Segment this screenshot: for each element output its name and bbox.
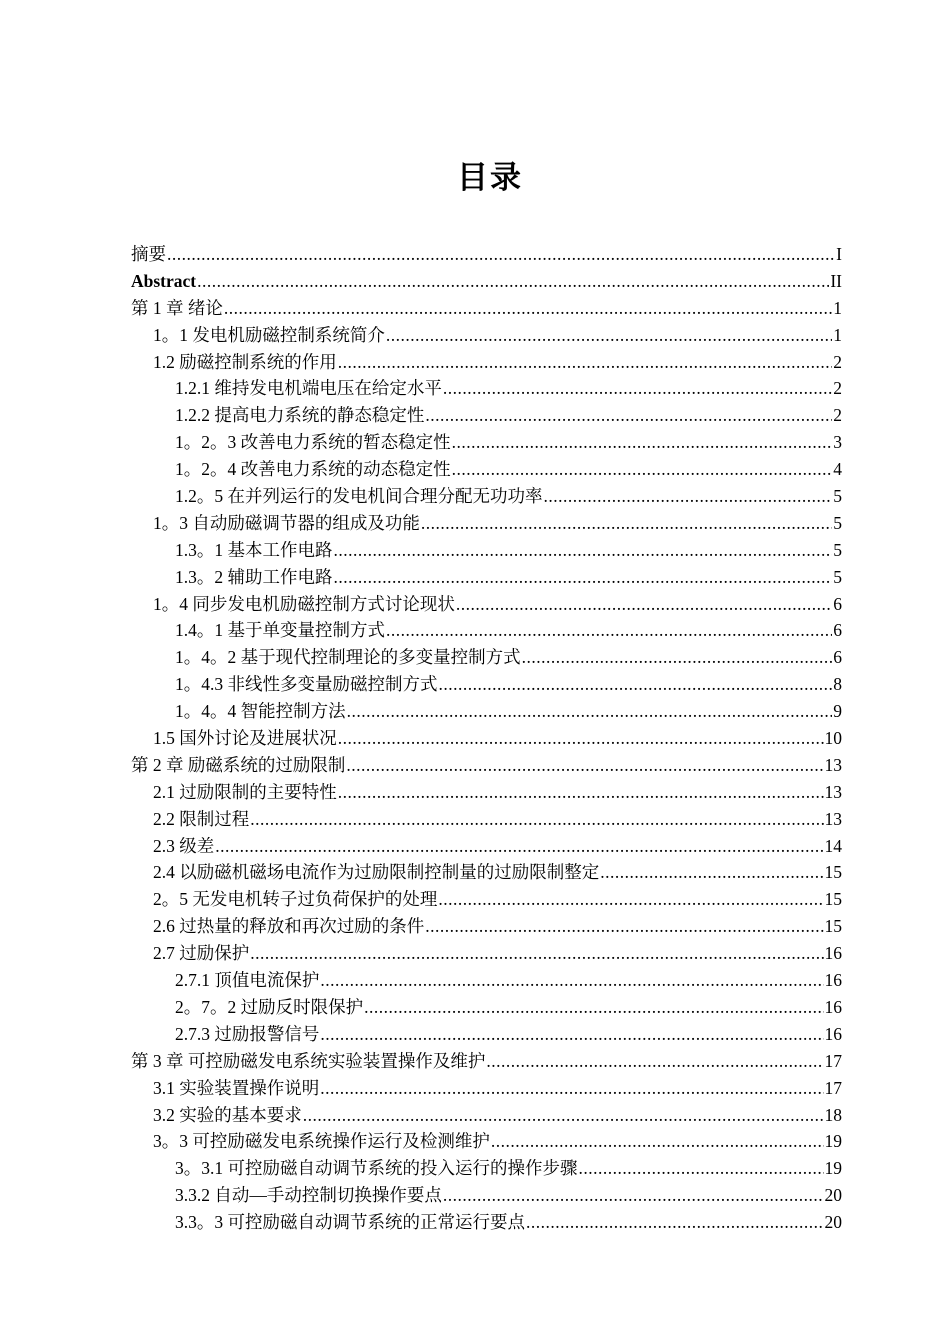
toc-leader-dots [338,349,833,376]
toc-leader-dots [250,806,823,833]
toc-leader-dots [526,1209,824,1236]
toc-entry-label: 3.3.2 自动—手动控制切换操作要点 [175,1185,442,1206]
toc-leader-dots [456,591,832,618]
toc-entry[interactable] [131,1021,842,1048]
toc-entry-label: 3.2 实验的基本要求 [153,1104,302,1125]
toc-entry[interactable] [131,402,842,429]
toc-entry-label: 1。2。3 改善电力系统的暂态稳定性 [175,432,451,453]
toc-entry[interactable] [131,1182,842,1209]
toc-entry[interactable] [131,1128,842,1155]
toc-entry-page: 5 [833,512,842,533]
toc-entry-label: 2。7。2 过励反时限保护 [175,996,364,1017]
toc-entry-page: 16 [824,1023,842,1044]
toc-entry[interactable] [131,375,842,402]
toc-entry[interactable] [131,483,842,510]
toc-leader-dots [425,913,823,940]
toc-entry[interactable] [131,429,842,456]
toc-entry[interactable] [131,967,842,994]
toc-entry-page: 20 [824,1212,842,1233]
toc-leader-dots [250,940,823,967]
toc-entry[interactable] [131,994,842,1021]
toc-entry-page: 10 [824,728,842,749]
toc-entry-label: 1.2 励磁控制系统的作用 [153,351,337,372]
toc-leader-dots [439,671,833,698]
toc-leader-dots [425,402,832,429]
toc-entry-label: 第 3 章 可控励磁发电系统实验装置操作及维护 [131,1050,486,1071]
toc-entry-page: 1 [833,297,842,318]
toc-entry[interactable] [131,322,842,349]
toc-entry-label: 2.3 级差 [153,835,215,856]
toc-leader-dots [386,322,832,349]
page-title: 目录 [457,160,523,196]
toc-leader-dots [303,1102,824,1129]
toc-entry-label: 2。5 无发电机转子过负荷保护的处理 [153,889,438,910]
toc-entry[interactable] [131,537,842,564]
toc-entry-label: 2.4 以励磁机磁场电流作为过励限制控制量的过励限制整定 [153,862,600,883]
toc-entry-page: 6 [833,620,842,641]
toc-entry-page: 5 [833,566,842,587]
toc-entry[interactable] [131,241,842,268]
toc-leader-dots [224,295,832,322]
toc-leader-dots [334,537,833,564]
toc-entry-page: 19 [824,1158,842,1179]
toc-entry-page: I [836,244,842,264]
toc-entry-page: 15 [824,862,842,883]
toc-leader-dots [386,617,832,644]
toc-entry-label: 2.7.3 过励报警信号 [175,1023,320,1044]
toc-entry-label: 1.2.1 维持发电机端电压在给定水平 [175,378,442,399]
toc-entry-label: 1.2.2 提高电力系统的静态稳定性 [175,405,425,426]
toc-entry-page: 3 [833,432,842,453]
toc-leader-dots [197,268,829,295]
toc-entry[interactable] [131,913,842,940]
toc-leader-dots [452,429,833,456]
toc-entry-label: 1.3。2 辅助工作电路 [175,566,333,587]
toc-leader-dots [438,886,823,913]
toc-leader-dots [320,967,823,994]
toc-entry-page: 20 [824,1185,842,1206]
toc-entry-page: 16 [824,943,842,964]
toc-entry-page: 9 [833,701,842,722]
toc-leader-dots [320,1021,823,1048]
toc-entry-label: 3.3。3 可控励磁自动调节系统的正常运行要点 [175,1212,525,1233]
toc-entry[interactable] [131,725,842,752]
toc-entry-label: 3。3.1 可控励磁自动调节系统的投入运行的操作步骤 [175,1158,578,1179]
toc-entry-label: 1。4 同步发电机励磁控制方式讨论现状 [153,593,455,614]
toc-entry-page: 5 [833,486,842,507]
toc-entry[interactable] [131,1102,842,1129]
toc-entry-label: 1.5 国外讨论及进展状况 [153,728,337,749]
toc-entry-page: 15 [824,889,842,910]
toc-leader-dots [486,1048,823,1075]
toc-entry[interactable] [131,833,842,860]
toc-leader-dots [338,779,824,806]
toc-entry-page: 13 [824,754,842,775]
toc-entry-label: 1.3。1 基本工作电路 [175,539,333,560]
toc-leader-dots [421,510,832,537]
toc-entry-label: 2.6 过热量的释放和再次过励的条件 [153,916,425,937]
toc-entry[interactable] [131,644,842,671]
toc-entry-page: 8 [833,674,842,695]
toc-entry-page: 6 [833,593,842,614]
toc-leader-dots [215,833,823,860]
toc-entry[interactable] [131,752,842,779]
toc-leader-dots [364,994,823,1021]
toc-entry-page: 1 [833,324,842,345]
toc-leader-dots [452,456,833,483]
toc-leader-dots [491,1128,824,1155]
toc-entry-page: 13 [824,808,842,829]
toc-entry-page: 18 [824,1104,842,1125]
toc-entry-label: 2.7 过励保护 [153,943,250,964]
toc-entry-page: 16 [824,970,842,991]
toc-entry-page: 6 [833,647,842,668]
toc-leader-dots [334,564,833,591]
toc-entry[interactable] [131,1048,842,1075]
toc-entry-label: 3.1 实验装置操作说明 [153,1077,320,1098]
toc-entry[interactable] [131,564,842,591]
toc-entry-label: 2.1 过励限制的主要特性 [153,781,337,802]
toc-entry[interactable] [131,779,842,806]
toc-entry[interactable] [131,268,842,295]
toc-entry-label: 1。4。2 基于现代控制理论的多变量控制方式 [175,647,521,668]
toc-entry-page: 13 [824,781,842,802]
toc-entry-label: 1。4。4 智能控制方法 [175,701,346,722]
toc-entry-page: II [830,270,842,291]
table-of-contents [131,241,842,1236]
toc-entry-label: 第 2 章 励磁系统的过励限制 [131,754,346,775]
toc-entry-page: 17 [824,1050,842,1071]
toc-entry-page: 15 [824,916,842,937]
toc-entry[interactable] [131,591,842,618]
toc-entry[interactable] [131,806,842,833]
toc-entry[interactable] [131,698,842,725]
toc-leader-dots [346,752,823,779]
toc-entry[interactable] [131,349,842,376]
toc-entry-label: 2.2 限制过程 [153,808,250,829]
toc-entry[interactable] [131,295,842,322]
toc-entry-page: 19 [824,1131,842,1152]
toc-entry-label: 1.4。1 基于单变量控制方式 [175,620,385,641]
toc-leader-dots [522,644,833,671]
toc-entry-label: 1。2。4 改善电力系统的动态稳定性 [175,459,451,480]
toc-leader-dots [579,1155,824,1182]
toc-entry-page: 4 [833,459,842,480]
toc-entry-label: Abstract [131,270,197,291]
toc-entry[interactable] [131,671,842,698]
toc-leader-dots [347,698,833,725]
toc-entry[interactable] [131,456,842,483]
toc-entry-page: 2 [833,351,842,372]
toc-leader-dots [600,859,823,886]
toc-leader-dots [544,483,833,510]
toc-leader-dots [338,725,824,752]
toc-entry[interactable] [131,886,842,913]
toc-entry-page: 16 [824,996,842,1017]
toc-entry-label: 1。3 自动励磁调节器的组成及功能 [153,512,420,533]
toc-leader-dots [443,375,832,402]
toc-entry-label: 摘要 [131,244,166,264]
toc-entry[interactable] [131,617,842,644]
toc-entry-label: 2.7.1 顶值电流保护 [175,970,320,991]
toc-entry-page: 5 [833,539,842,560]
toc-entry-label: 1.2。5 在并列运行的发电机间合理分配无功功率 [175,486,543,507]
toc-entry-label: 第 1 章 绪论 [131,297,223,318]
toc-entry-page: 2 [833,405,842,426]
toc-leader-dots [443,1182,824,1209]
toc-entry[interactable] [131,859,842,886]
toc-entry[interactable] [131,940,842,967]
toc-entry[interactable] [131,1155,842,1182]
toc-entry-page: 14 [824,835,842,856]
toc-leader-dots [167,241,835,268]
toc-entry[interactable] [131,510,842,537]
toc-entry-label: 1。4.3 非线性多变量励磁控制方式 [175,674,438,695]
toc-leader-dots [320,1075,823,1102]
toc-entry-label: 1。1 发电机励磁控制系统简介 [153,324,385,345]
toc-entry[interactable] [131,1209,842,1236]
toc-entry[interactable] [131,1075,842,1102]
toc-entry-label: 3。3 可控励磁发电系统操作运行及检测维护 [153,1131,490,1152]
toc-entry-page: 2 [833,378,842,399]
toc-entry-page: 17 [824,1077,842,1098]
